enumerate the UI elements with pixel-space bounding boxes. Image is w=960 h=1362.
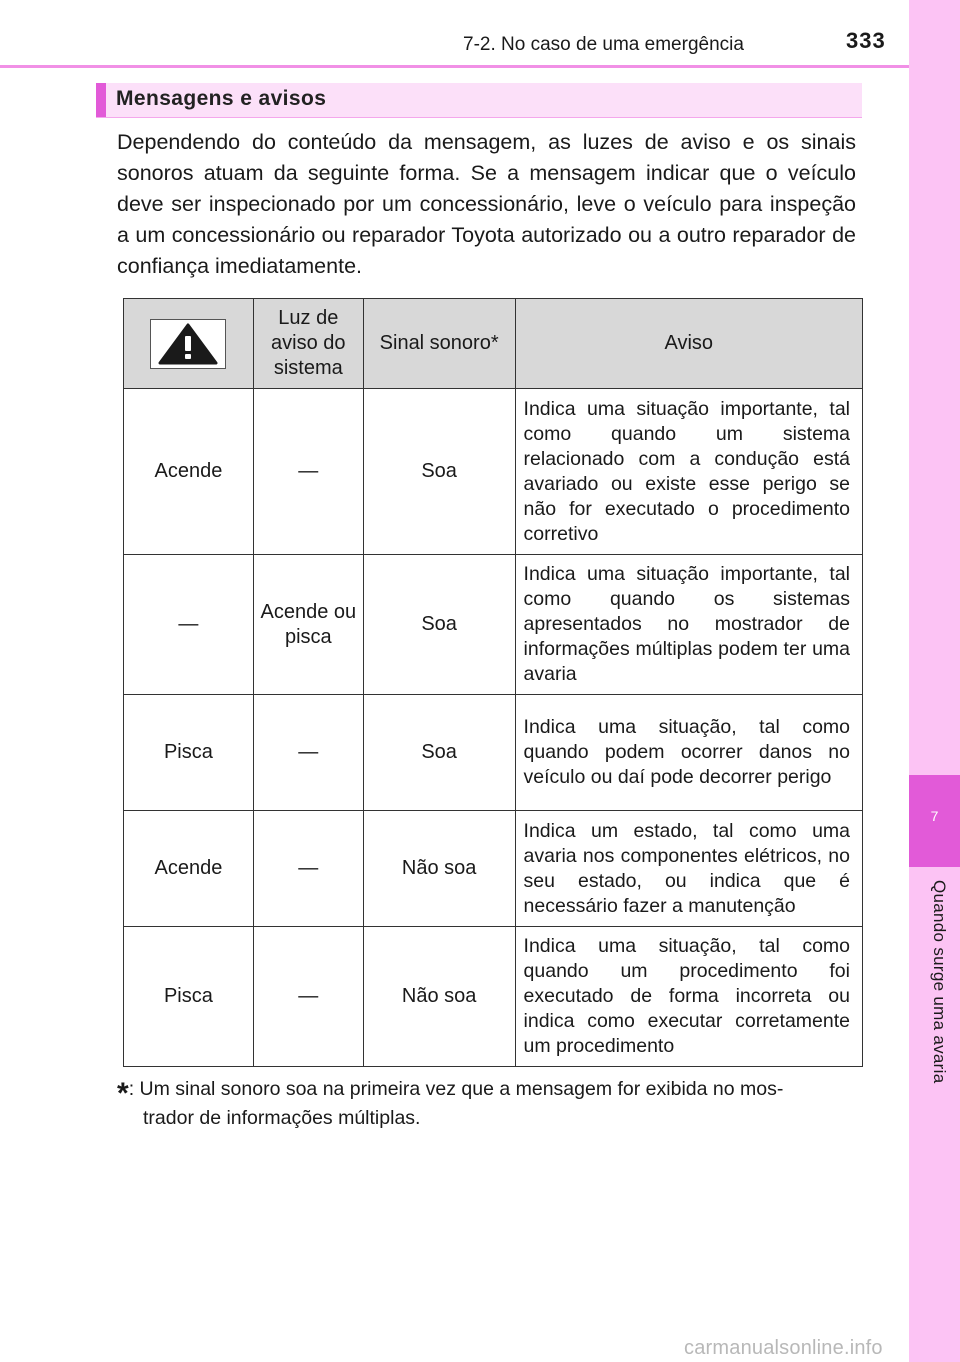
cell-buzzer: Não soa xyxy=(363,811,515,927)
watermark: carmanualsonline.info xyxy=(684,1337,883,1359)
cell-meaning: Indica uma situação importante, tal como quando um sistema relacionado com a condução está avariado ou existe esse perigo se não for executado o procedimento corretivo xyxy=(515,389,862,555)
header-section-title: 7-2. No caso de uma emergência xyxy=(463,34,744,55)
heading-accent xyxy=(96,83,106,117)
cell-warning: Pisca xyxy=(124,695,254,811)
cell-meaning: Indica uma situação importante, tal como quando os sistemas apresentados no mostrador de informações múltiplas podem ter uma avaria xyxy=(515,555,862,695)
header-system-light: Luz de aviso do sistema xyxy=(253,299,363,389)
cell-meaning: Indica uma situação, tal como quando um procedimento foi executado de forma incorreta ou indica como executar corretamente um procedimento xyxy=(515,927,862,1067)
cell-buzzer: Não soa xyxy=(363,927,515,1067)
cell-warning: Acende xyxy=(124,389,254,555)
table-row xyxy=(124,389,863,555)
table-row xyxy=(124,555,863,695)
cell-buzzer: Soa xyxy=(363,555,515,695)
cell-meaning: Indica uma situação, tal como quando podem ocorrer danos no veículo ou daí pode decorrer perigo xyxy=(515,695,862,811)
cell-buzzer: Soa xyxy=(363,389,515,555)
chapter-number: 7 xyxy=(930,808,939,824)
cell-warning: Pisca xyxy=(124,927,254,1067)
cell-buzzer: Soa xyxy=(363,695,515,811)
footnote-marker: * xyxy=(117,1077,129,1110)
warning-icon-box xyxy=(150,319,226,369)
cell-system-light: — xyxy=(253,695,363,811)
table-row xyxy=(124,811,863,927)
cell-system-light: — xyxy=(253,811,363,927)
messages-table xyxy=(123,298,863,1067)
footnote xyxy=(117,1075,859,1133)
intro-paragraph: Dependendo do conteúdo da mensagem, as luzes de aviso e os sinais sonoros atuam da seguinte forma. Se a mensagem indicar que o veículo deve ser inspecionado por um concessionário, leve o veículo para inspeção a um concessionário ou reparador Toyota autorizado ou a outro reparador de confiança imediatamente. xyxy=(117,130,856,278)
header-meaning: Aviso xyxy=(515,299,862,389)
cell-system-light: Acende ou pisca xyxy=(253,555,363,695)
chapter-side-bar xyxy=(909,0,960,1362)
header-warning-icon-cell xyxy=(124,299,254,389)
footnote-line-1 xyxy=(117,1075,859,1110)
table-row xyxy=(124,695,863,811)
chapter-title: Quando surge uma avaria xyxy=(930,880,949,1084)
header-buzzer: Sinal sonoro* xyxy=(363,299,515,389)
cell-warning: — xyxy=(124,555,254,695)
table-row xyxy=(124,927,863,1067)
section-heading-title: Mensagens e avisos xyxy=(116,87,327,110)
warning-triangle-icon xyxy=(156,322,220,366)
section-heading xyxy=(96,83,862,118)
cell-warning: Acende xyxy=(124,811,254,927)
footnote-text-1: : Um sinal sonoro soa na primeira vez que a mensagem for exibida no mos- xyxy=(128,1078,784,1100)
page-number: 333 xyxy=(846,28,886,53)
cell-meaning: Indica um estado, tal como uma avaria nos componentes elétricos, no seu estado, ou indica que é necessário fazer a manutenção xyxy=(515,811,862,927)
cell-system-light: — xyxy=(253,927,363,1067)
header-rule xyxy=(0,65,909,68)
cell-system-light: — xyxy=(253,389,363,555)
table-header-row xyxy=(124,299,863,389)
footnote-line-2: trador de informações múltiplas. xyxy=(143,1107,421,1129)
